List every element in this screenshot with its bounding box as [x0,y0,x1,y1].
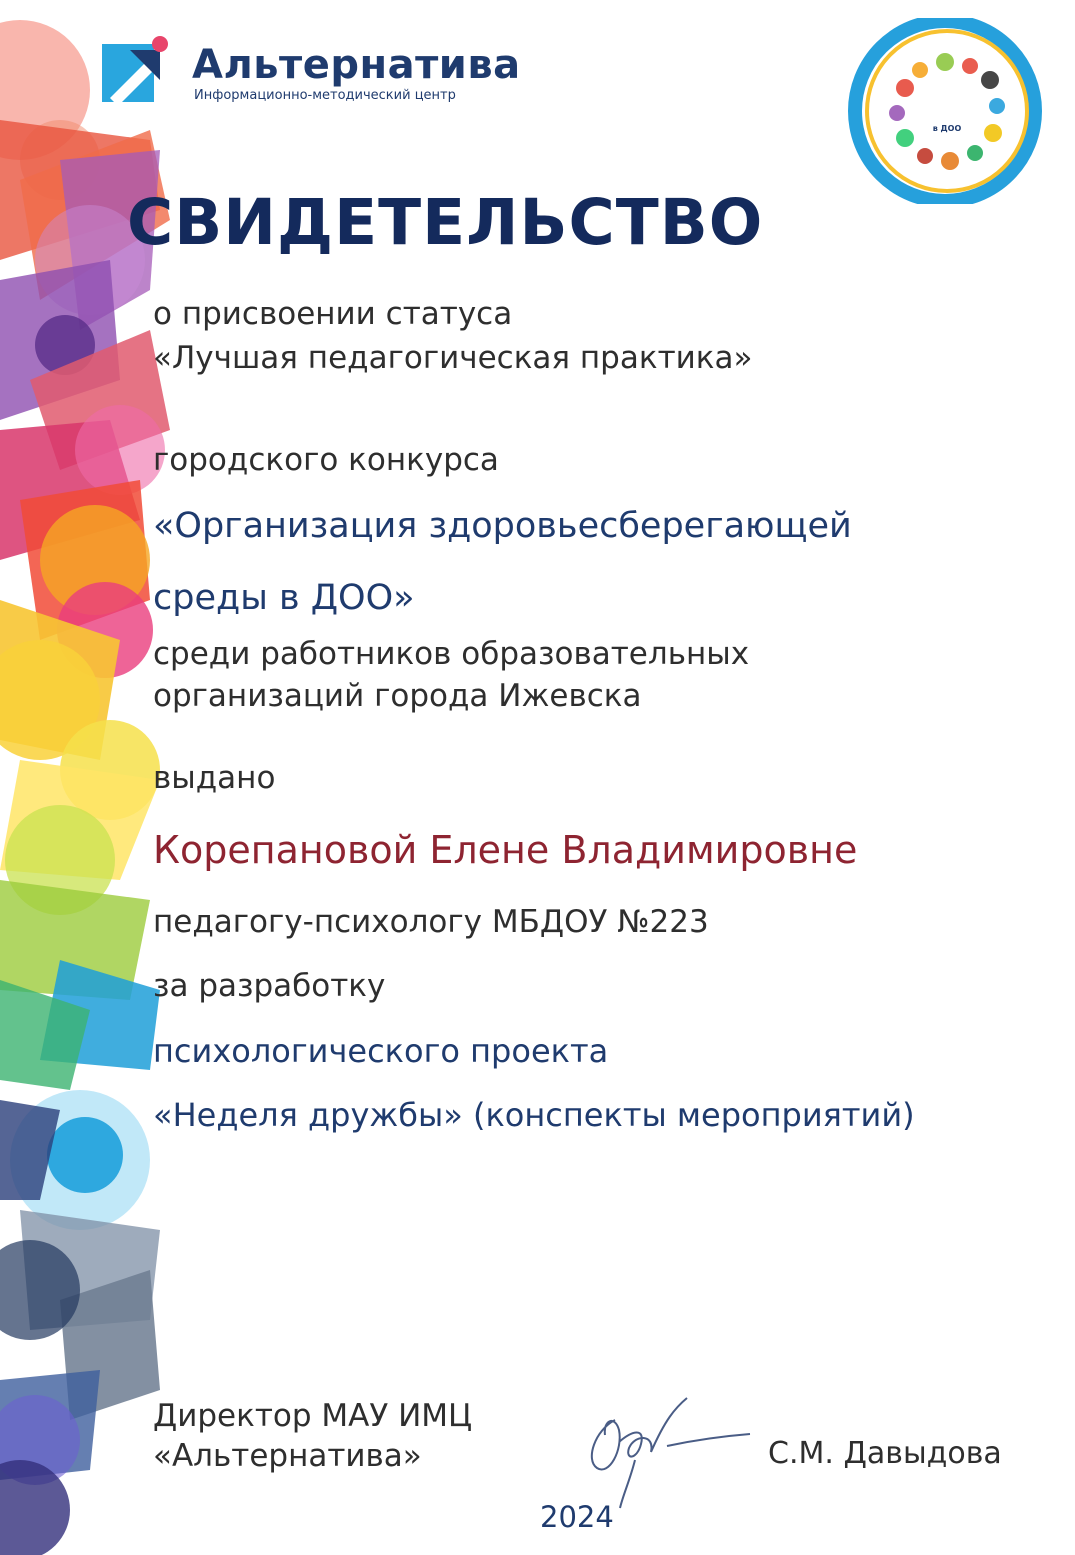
recipient-position: педагогу-психологу МБДОУ №223 [153,904,709,940]
project-line-1: психологического проекта [153,1032,609,1070]
emblem-ring-icon [845,18,1049,204]
organization-logo [100,28,520,108]
participants-line-1: среди работников образовательных [153,636,750,672]
contest-emblem [845,18,1049,204]
signature-icon [575,1390,755,1510]
status-line-1: о присвоении статуса [153,296,513,332]
contest-name-line-1: «Организация здоровьесберегающей [153,506,852,546]
issue-year: 2024 [540,1500,614,1534]
logo-mark-icon [100,36,170,106]
signer-title-line-2: «Альтернатива» [153,1438,422,1474]
participants-line-2: организаций города Ижевска [153,678,642,714]
issued-label: выдано [153,760,276,796]
logo-name: Альтернатива [192,42,521,88]
document-title: СВИДЕТЕЛЬСТВО [127,186,764,259]
signer-name: С.М. Давыдова [768,1436,1002,1471]
signer-title-line-1: Директор МАУ ИМЦ [153,1398,473,1434]
contest-intro: городского конкурса [153,442,499,478]
recipient-name: Корепановой Елене Владимировне [153,828,858,872]
status-line-2: «Лучшая педагогическая практика» [153,340,753,376]
for-label: за разработку [153,968,386,1004]
emblem-label: в ДОО [932,124,962,133]
project-line-2: «Неделя дружбы» (конспекты мероприятий) [153,1096,915,1134]
logo-subtitle: Информационно-методический центр [194,88,456,103]
contest-name-line-2: среды в ДОО» [153,578,415,618]
